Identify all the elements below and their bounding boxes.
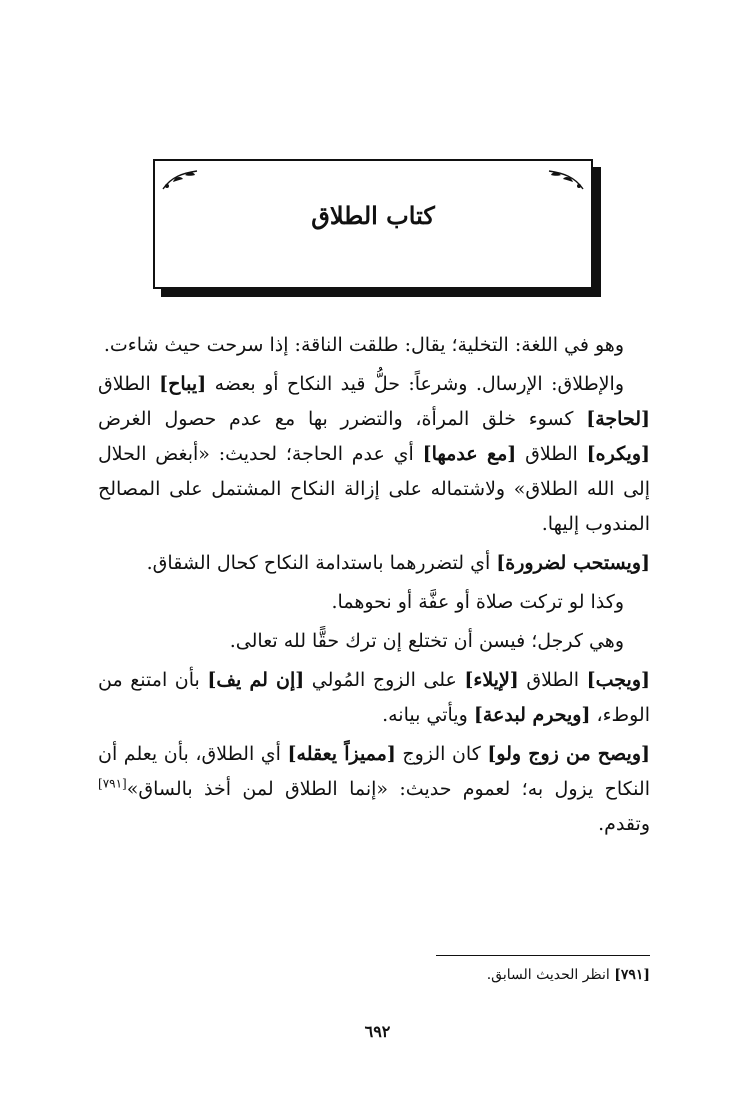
text-run: كسوء خلق المرأة، والتضرر بها مع عدم حصول الغرض (98, 408, 587, 430)
text-run: وهو في اللغة: التخلية؛ يقال: طلقت الناقة: إذا سرحت حيث شاءت. (103, 334, 624, 356)
matn-bold: [مميزاً يعقله] (287, 743, 396, 765)
text-run: والإطلاق: الإرسال. وشرعاً: حلُّ قيد النكاح أو بعضه (206, 373, 624, 395)
matn-bold: [إن لم يف] (207, 669, 305, 691)
text-run: الطلاق (516, 443, 587, 465)
paragraph-6 (98, 663, 650, 733)
paragraph-3 (98, 546, 650, 581)
floral-ornament-icon (545, 167, 585, 193)
paragraph-7 (98, 737, 650, 842)
text-run: الطلاق (518, 669, 587, 691)
floral-ornament-icon (161, 167, 201, 193)
footnote (300, 962, 650, 988)
text-run: وهي كرجل؛ فيسن أن تختلع إن ترك حقًّا لله تعالى. (229, 630, 624, 652)
text-run: ويأتي بيانه. (382, 704, 474, 726)
page-number: ٦٩٢ (364, 1022, 391, 1041)
footnote-divider (436, 955, 650, 956)
text-run: وكذا لو تركت صلاة أو عفَّة أو نحوهما. (331, 591, 624, 613)
text-run: بأن امتنع من الوطء، (98, 669, 650, 726)
chapter-title-frame (153, 159, 593, 289)
matn-bold: [ويستحب لضرورة] (496, 552, 650, 574)
matn-bold: [ويكره] (586, 443, 651, 465)
paragraph-5 (98, 624, 650, 659)
paragraph-4 (98, 585, 650, 620)
text-run: كان الزوج (395, 743, 488, 765)
text-run: أي لتضررهما باستدامة النكاح كحال الشقاق. (146, 552, 497, 574)
main-text (98, 328, 650, 846)
footnote-text: انظر الحديث السابق. (486, 967, 615, 983)
footnote-number: [٧٩١] (614, 967, 650, 983)
footnote-reference[interactable]: [٧٩١] (98, 776, 127, 791)
text-run: أي الطلاق، بأن يعلم أن النكاح يزول به؛ لعموم حديث: «إنما الطلاق لمن أخذ بالساق» (98, 743, 650, 800)
title-frame-box (153, 159, 593, 289)
matn-bold: [ويجب] (586, 669, 651, 691)
chapter-title: كتاب الطلاق (311, 201, 435, 230)
text-run: على الزوج المُولي (304, 669, 465, 691)
matn-bold: [ويصح من زوج ولو] (487, 743, 650, 765)
text-run: الطلاق (98, 373, 160, 395)
text-run: أي عدم الحاجة؛ لحديث: «أبغض الحلال إلى الله الطلاق» ولاشتماله على إزالة النكاح المشتمل على المصالح المندوب إليها. (98, 443, 650, 535)
text-run: وتقدم. (598, 813, 650, 835)
matn-bold: [يباح] (159, 373, 207, 395)
matn-bold: [مع عدمها] (422, 443, 517, 465)
paragraph-2 (98, 367, 650, 542)
matn-bold: [لحاجة] (586, 408, 650, 430)
paragraph-1 (98, 328, 650, 363)
matn-bold: [ويحرم لبدعة] (473, 704, 591, 726)
matn-bold: [لإيلاء] (464, 669, 519, 691)
